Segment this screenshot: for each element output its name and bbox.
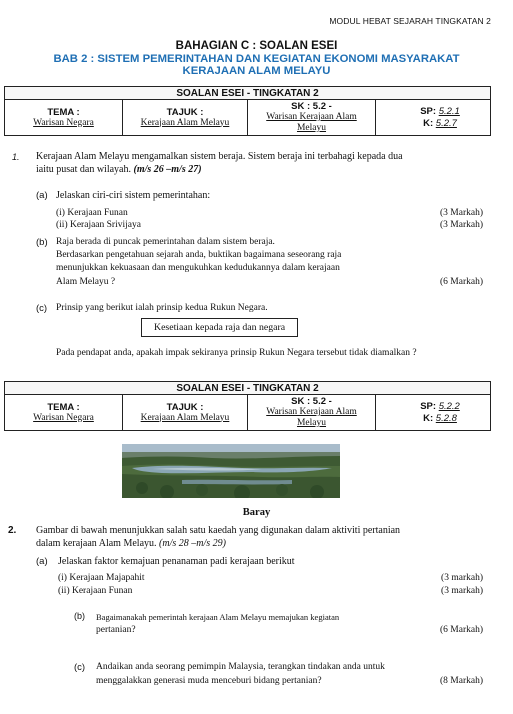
tajuk-label: TAJUK : bbox=[166, 401, 204, 413]
sk-value: Warisan Kerajaan Alam Melayu bbox=[266, 112, 357, 133]
q1b-mark: (6 Markah) bbox=[440, 277, 483, 287]
q2b-label: (b) bbox=[74, 611, 85, 621]
sp-k-cell bbox=[376, 100, 491, 136]
q2-page-ref: (m/s 28 –m/s 29) bbox=[159, 538, 226, 549]
q2b-line2: pertanian? bbox=[96, 625, 136, 635]
sp-k-cell bbox=[376, 395, 491, 431]
q2b-mark: (6 Markah) bbox=[440, 625, 483, 635]
tema-label: TEMA : bbox=[47, 106, 80, 118]
q2c-line2: menggalakkan generasi muda menceburi bidang pertanian? bbox=[96, 676, 322, 686]
q1c-label: (c) bbox=[36, 303, 48, 314]
q2-number: 2. bbox=[8, 525, 17, 536]
sp-value: 5.2.1 bbox=[438, 105, 460, 117]
q1c-text: Prinsip yang berikut ialah prinsip kedua Rukun Negara. bbox=[56, 303, 268, 313]
q1a-label: (a) bbox=[36, 190, 48, 201]
q2a-ii-mark: (3 markah) bbox=[441, 586, 483, 596]
tajuk-cell bbox=[123, 100, 248, 136]
module-header: MODUL HEBAT SEJARAH TINGKATAN 2 bbox=[329, 16, 491, 26]
tema-value: Warisan Negara bbox=[33, 117, 94, 128]
q1-stem-line2 bbox=[36, 164, 202, 176]
q1c-question: Pada pendapat anda, apakah impak sekiranya prinsip Rukun Negara tersebut tidak diamalkan ? bbox=[56, 348, 417, 358]
q1a-i-mark: (3 Markah) bbox=[440, 208, 483, 218]
sk-cell bbox=[248, 395, 376, 431]
q2a-i-mark: (3 markah) bbox=[441, 573, 483, 583]
tema-cell bbox=[5, 100, 123, 136]
q1-stem-text: iaitu pusat dan wilayah. bbox=[36, 164, 134, 175]
tajuk-label: TAJUK : bbox=[166, 106, 204, 118]
photo-caption: Baray bbox=[242, 507, 271, 518]
q1a-ii-mark: (3 Markah) bbox=[440, 220, 483, 230]
q2-stem-text: dalam kerajaan Alam Melayu. bbox=[36, 538, 160, 549]
tema-cell bbox=[5, 395, 123, 431]
chapter-subtitle: KERAJAAN ALAM MELAYU bbox=[182, 65, 331, 77]
section-title: BAHAGIAN C : SOALAN ESEI bbox=[175, 40, 338, 52]
k-value: 5.2.8 bbox=[435, 412, 457, 424]
sp-label: SP: bbox=[420, 400, 437, 412]
q1b-line2: Berdasarkan pengetahuan sejarah anda, buktikan bagaimana seseorang raja bbox=[56, 250, 342, 260]
sk-value: Warisan Kerajaan Alam Melayu bbox=[266, 407, 357, 428]
tema-label: TEMA : bbox=[47, 401, 80, 413]
q2c-label: (c) bbox=[74, 662, 86, 673]
q1-page-ref: (m/s 26 –m/s 27) bbox=[133, 164, 202, 175]
q1a-text: Jelaskan ciri-ciri sistem pemerintahan: bbox=[56, 190, 211, 201]
k-value: 5.2.7 bbox=[435, 117, 457, 129]
rukun-negara-box: Kesetiaan kepada raja dan negara bbox=[141, 318, 298, 337]
q2-stem-line1: Gambar di bawah menunjukkan salah satu kaedah yang digunakan dalam aktiviti pertanian bbox=[36, 525, 401, 536]
info-table-1 bbox=[4, 86, 491, 136]
info-table-title: SOALAN ESEI - TINGKATAN 2 bbox=[5, 382, 491, 395]
q1a-ii: (ii) Kerajaan Srivijaya bbox=[56, 220, 141, 230]
q1b-line1: Raja berada di puncak pemerintahan dalam sistem beraja. bbox=[56, 237, 275, 247]
baray-photo bbox=[122, 444, 340, 498]
k-label: K: bbox=[423, 412, 434, 424]
chapter-title: BAB 2 : SISTEM PEMERINTAHAN DAN KEGIATAN EKONOMI MASYARAKAT bbox=[53, 53, 460, 65]
info-table-title: SOALAN ESEI - TINGKATAN 2 bbox=[5, 87, 491, 100]
tema-value: Warisan Negara bbox=[33, 412, 94, 423]
q2a-i: (i) Kerajaan Majapahit bbox=[58, 573, 145, 583]
k-label: K: bbox=[423, 117, 434, 129]
tajuk-cell bbox=[123, 395, 248, 431]
q1b-line4: Alam Melayu ? bbox=[56, 277, 116, 287]
sp-label: SP: bbox=[420, 105, 437, 117]
q1b-line3: menunjukkan kekuasaan dan mengukuhkan kedudukannya dalam kerajaan bbox=[56, 263, 340, 273]
q2-stem-line2 bbox=[36, 538, 226, 550]
sk-cell bbox=[248, 100, 376, 136]
info-table-2 bbox=[4, 381, 491, 431]
sk-label: SK : 5.2 - bbox=[291, 396, 332, 407]
q2c-mark: (8 Markah) bbox=[440, 676, 483, 686]
q1b-label: (b) bbox=[36, 237, 48, 248]
q2a-text: Jelaskan faktor kemajuan penanaman padi kerajaan berikut bbox=[58, 556, 295, 567]
q1a-i: (i) Kerajaan Funan bbox=[56, 208, 128, 218]
q2b-line1: Bagaimanakah pemerintah kerajaan Alam Melayu memajukan kegiatan bbox=[96, 612, 340, 622]
q1-stem-line1: Kerajaan Alam Melayu mengamalkan sistem beraja. Sistem beraja ini terbahagi kepada dua bbox=[36, 151, 403, 162]
sp-value: 5.2.2 bbox=[438, 400, 460, 412]
q1-number: 1. bbox=[12, 152, 20, 162]
tajuk-value: Kerajaan Alam Melayu bbox=[140, 412, 230, 423]
q2c-line1: Andaikan anda seorang pemimpin Malaysia, terangkan tindakan anda untuk bbox=[96, 662, 385, 672]
q2a-label: (a) bbox=[36, 556, 48, 567]
tajuk-value: Kerajaan Alam Melayu bbox=[140, 117, 230, 128]
sk-label: SK : 5.2 - bbox=[291, 101, 332, 112]
q2a-ii: (ii) Kerajaan Funan bbox=[58, 586, 133, 596]
